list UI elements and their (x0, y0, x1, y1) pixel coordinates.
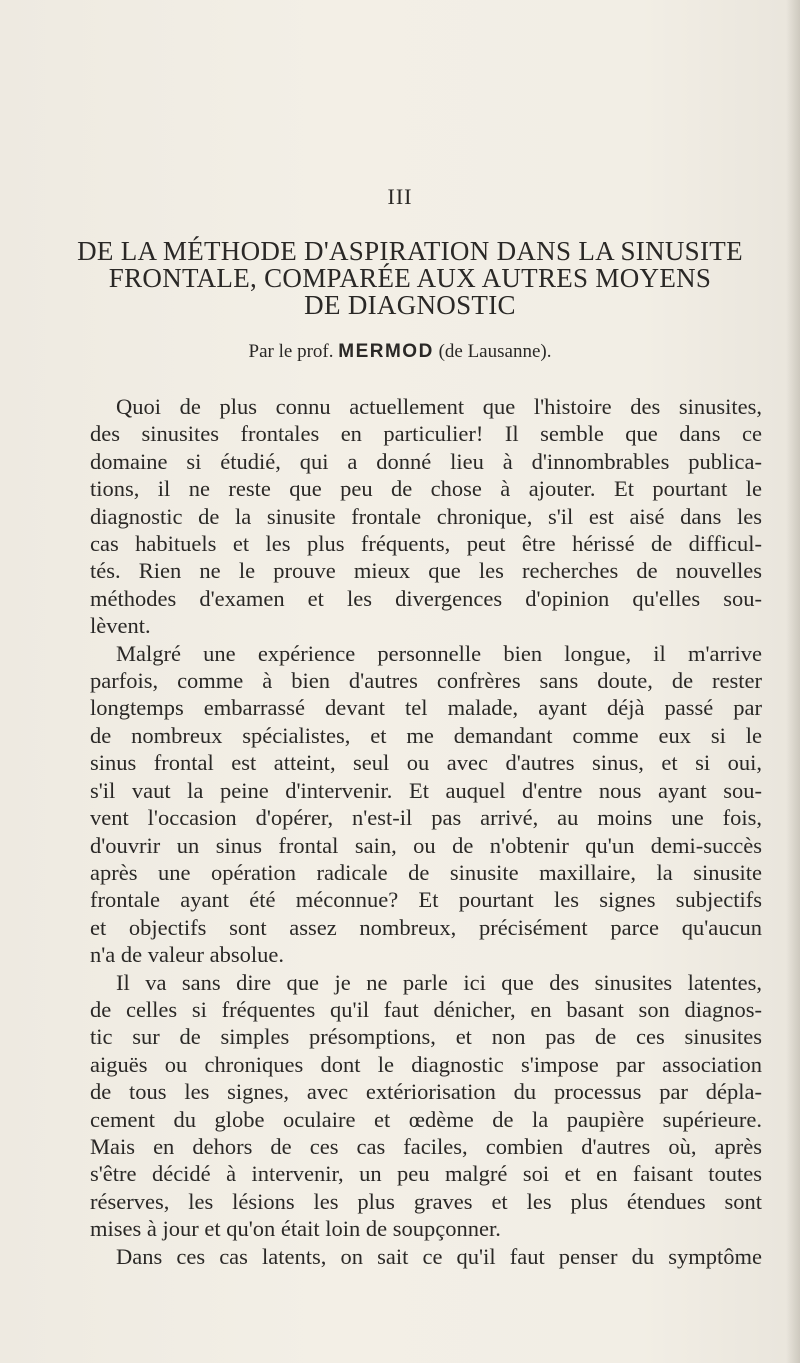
byline (0, 341, 800, 363)
author-name: MERMOD (338, 341, 434, 362)
byline-prefix: Par le prof. (248, 341, 339, 362)
text-line: Il va sans dire que je ne parle ici que des sinusites latentes, (116, 969, 762, 995)
chapter-number: III (387, 184, 413, 209)
text-line: Dans ces cas latents, on sait ce qu'il faut penser du symptôme (116, 1243, 762, 1269)
text-line: s'il vaut la peine d'intervenir. Et auquel d'entre nous ayant sou- (90, 777, 762, 803)
text-line: diagnostic de la sinusite frontale chronique, s'il est aisé dans les (90, 503, 762, 529)
text-line: des sinusites frontales en particulier! Il semble que dans ce (90, 421, 762, 447)
text-line: cement du globe oculaire et œdème de la paupière supérieure. (90, 1106, 762, 1132)
text-line: s'être décidé à intervenir, un peu malgré soi et en faisant toutes (90, 1161, 762, 1187)
title-line: DE LA MÉTHODE D'ASPIRATION DANS LA SINUSITE (77, 236, 743, 266)
text-line: réserves, les lésions les plus graves et les plus étendues sont (90, 1188, 762, 1214)
text-line: n'a de valeur absolue. (90, 942, 284, 968)
text-line: vent l'occasion d'opérer, n'est-il pas arrivé, au moins une fois, (90, 805, 762, 831)
title-line: DE DIAGNOSTIC (304, 290, 516, 320)
text-line: mises à jour et qu'on était loin de soupçonner. (90, 1216, 501, 1242)
text-line: sinus frontal est atteint, seul ou avec d'autres sinus, et si oui, (90, 750, 762, 776)
text-line: de tous les signes, avec extériorisation du processus par dépla- (90, 1079, 762, 1105)
text-line: domaine si étudié, qui a donné lieu à d'innombrables publica- (90, 448, 762, 474)
byline-suffix: (de Lausanne). (433, 341, 552, 362)
article-title (60, 238, 760, 319)
text-line: aiguës ou chroniques dont le diagnostic s'impose par association (90, 1051, 762, 1077)
text-line: de nombreux spécialistes, et me demandant comme eux si le (90, 722, 762, 748)
text-line: Mais en dehors de ces cas faciles, combien d'autres où, après (90, 1133, 762, 1159)
text-line: cas habituels et les plus fréquents, peut être hérissé de difficul- (90, 531, 762, 557)
body-text (90, 393, 762, 1270)
text-line: après une opération radicale de sinusite maxillaire, la sinusite (90, 859, 762, 885)
text-line: tés. Rien ne le prouve mieux que les recherches de nouvelles (90, 558, 762, 584)
text-line: de celles si fréquentes qu'il faut dénicher, en basant son diagnos- (90, 996, 762, 1022)
text-line: et objectifs sont assez nombreux, précisément parce qu'aucun (90, 914, 762, 940)
text-line: tions, il ne reste que peu de chose à ajouter. Et pourtant le (90, 476, 762, 502)
text-line: lèvent. (90, 613, 151, 639)
text-line: tic sur de simples présomptions, et non pas de ces sinusites (90, 1024, 762, 1050)
text-line: Quoi de plus connu actuellement que l'histoire des sinusites, (116, 394, 762, 419)
text-line: parfois, comme à bien d'autres confrères sans doute, de rester (90, 668, 762, 694)
text-line: méthodes d'examen et les divergences d'opinion qu'elles sou- (90, 585, 762, 611)
text-line: longtemps embarrassé devant tel malade, ayant déjà passé par (90, 695, 762, 721)
title-line: FRONTALE, COMPARÉE AUX AUTRES MOYENS (108, 263, 712, 293)
text-line: Malgré une expérience personnelle bien longue, il m'arrive (116, 640, 762, 666)
text-line: frontale ayant été méconnue? Et pourtant les signes subjectifs (90, 887, 762, 913)
text-line: d'ouvrir un sinus frontal sain, ou de n'obtenir qu'un demi-succès (90, 832, 762, 858)
